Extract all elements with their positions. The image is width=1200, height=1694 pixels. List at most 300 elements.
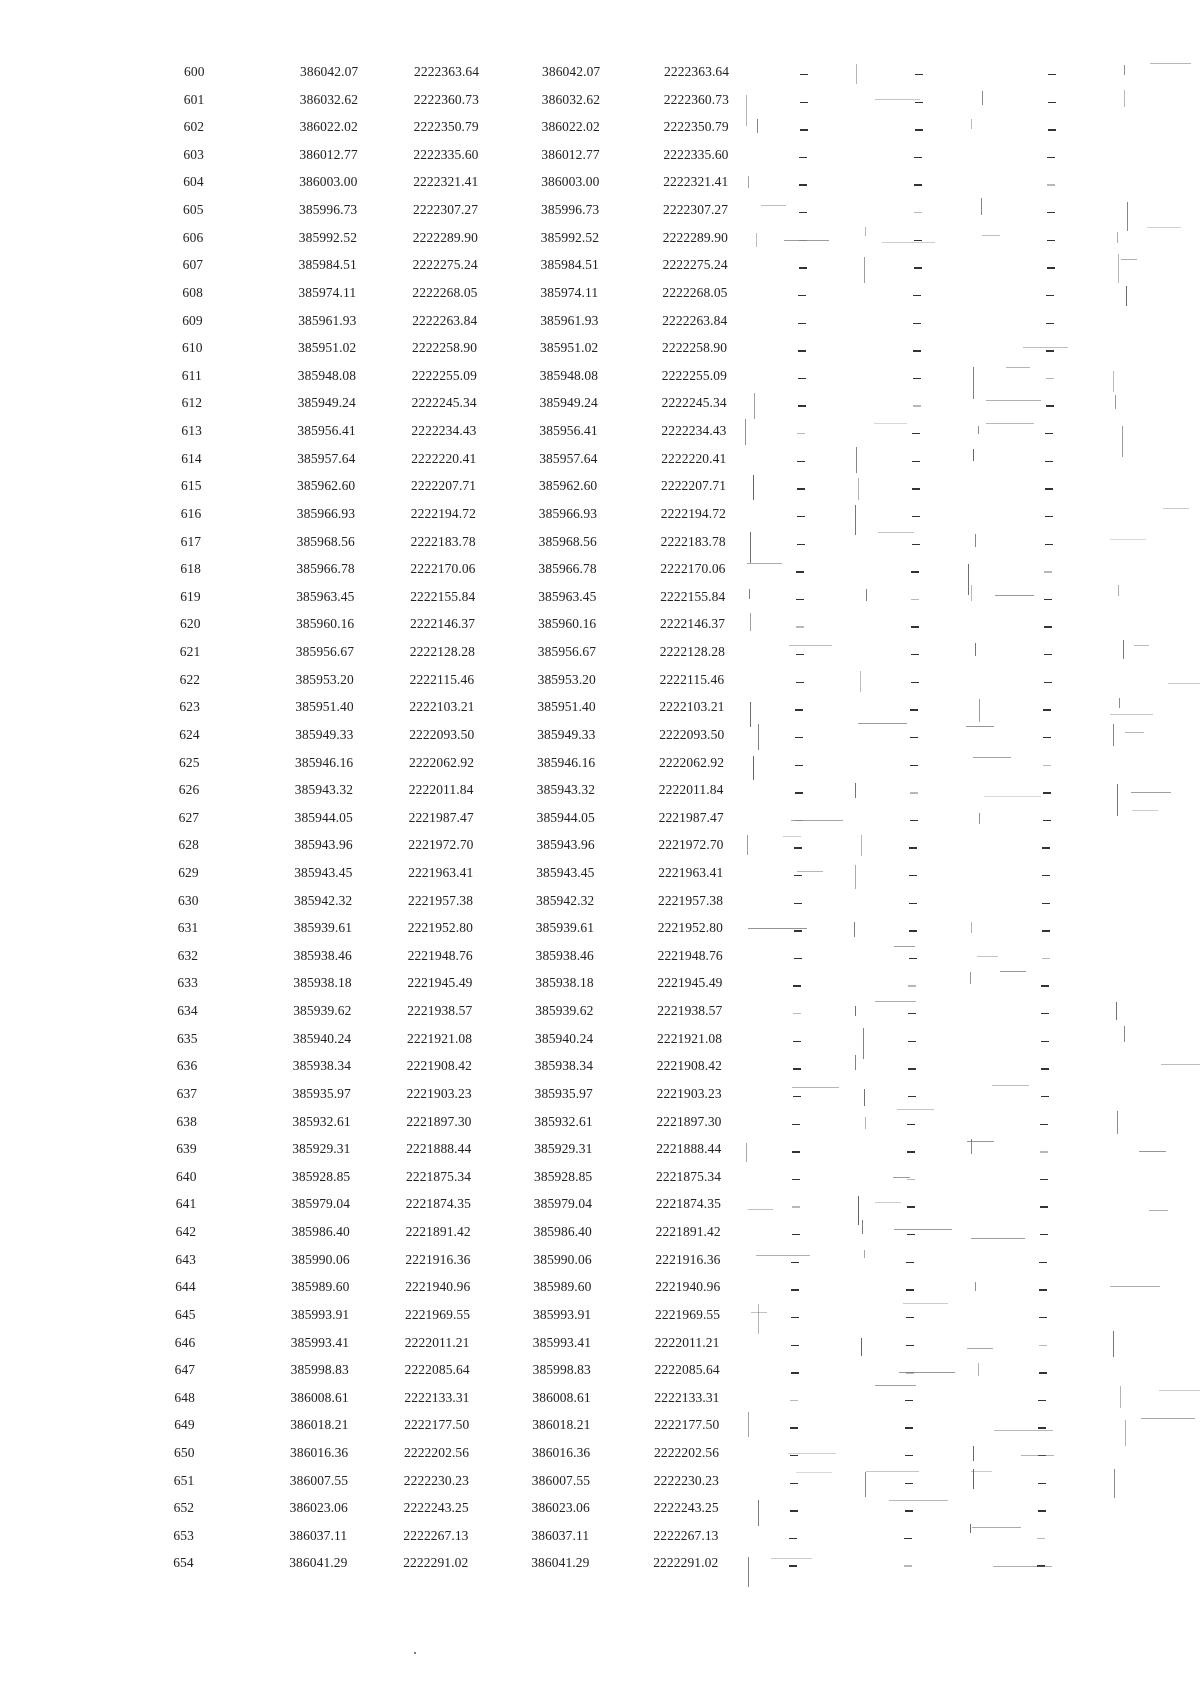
x-coordinate-repeat: 385966.93 [538, 505, 598, 521]
dash-mark [1041, 1096, 1049, 1097]
dash-mark [908, 1041, 916, 1042]
dash-mark [798, 378, 806, 379]
x-coordinate: 385960.16 [296, 616, 355, 632]
table-row [0, 1163, 1200, 1190]
y-coordinate: 2222062.92 [409, 754, 475, 770]
point-number: 638 [176, 1113, 197, 1129]
table-row [0, 831, 1200, 858]
dash-mark [910, 792, 918, 793]
y-coordinate-repeat: 2221972.70 [658, 837, 724, 853]
dash-mark [1047, 157, 1055, 158]
point-number: 640 [176, 1168, 197, 1184]
y-coordinate: 2222230.23 [403, 1472, 469, 1488]
scan-line-fragment [1139, 1151, 1166, 1152]
table-row [0, 693, 1200, 720]
point-number: 626 [178, 782, 200, 798]
scan-line-fragment [970, 972, 971, 984]
dash-mark [1045, 488, 1053, 489]
y-coordinate-repeat: 2222093.50 [659, 726, 725, 742]
x-coordinate: 386042.07 [300, 64, 359, 79]
x-coordinate-repeat: 385948.08 [539, 367, 599, 383]
table-row [0, 417, 1200, 444]
dash-mark [790, 1427, 798, 1428]
x-coordinate-repeat: 385938.46 [535, 947, 594, 963]
dash-mark [1038, 1510, 1046, 1511]
scan-line-fragment [748, 1412, 749, 1436]
scan-line-fragment [855, 783, 856, 798]
x-coordinate-repeat: 385993.91 [533, 1306, 592, 1322]
scan-line-fragment [748, 928, 807, 929]
scan-line-fragment [792, 1087, 839, 1088]
dash-mark [1045, 516, 1053, 517]
dash-mark [904, 1538, 912, 1539]
dash-mark [1039, 1372, 1047, 1373]
y-coordinate: 2221921.08 [407, 1030, 473, 1046]
scan-line-fragment [986, 423, 1034, 424]
dash-mark [790, 1400, 798, 1401]
scan-line-fragment [1114, 1469, 1115, 1498]
scan-line-fragment [1163, 508, 1189, 509]
scan-line-fragment [971, 119, 972, 129]
x-coordinate-repeat: 385979.04 [533, 1196, 593, 1212]
y-coordinate: 2222177.50 [404, 1417, 470, 1433]
table-row [0, 500, 1200, 527]
table-row [0, 1411, 1200, 1438]
point-number: 647 [174, 1362, 196, 1378]
x-coordinate: 385979.04 [291, 1196, 351, 1212]
dash-mark [797, 488, 805, 489]
y-coordinate: 2221903.23 [406, 1085, 472, 1101]
point-number: 646 [174, 1334, 196, 1350]
y-coordinate-repeat: 2222085.64 [654, 1362, 720, 1378]
dash-mark [1048, 102, 1056, 103]
scan-line-fragment [972, 1527, 1022, 1528]
y-coordinate-repeat: 2221940.96 [655, 1279, 721, 1295]
dash-mark [909, 958, 917, 959]
scan-line-fragment [856, 64, 857, 84]
x-coordinate-repeat: 385989.60 [533, 1279, 592, 1295]
dash-mark [1046, 350, 1054, 351]
x-coordinate: 386022.02 [299, 119, 358, 135]
dash-mark [795, 765, 803, 766]
dash-mark [914, 267, 922, 268]
dash-mark [911, 654, 919, 655]
x-coordinate: 385942.32 [294, 892, 353, 908]
dash-mark [910, 820, 918, 821]
point-number: 603 [183, 146, 204, 162]
dash-mark [797, 516, 805, 517]
table-row [0, 776, 1200, 803]
scan-line-fragment [858, 723, 907, 724]
dash-mark [912, 544, 920, 545]
dash-mark [1044, 682, 1052, 683]
scan-line-fragment [982, 91, 983, 105]
point-number: 616 [180, 505, 202, 521]
y-coordinate-repeat: 2222321.41 [663, 174, 729, 190]
dash-mark [1042, 903, 1050, 904]
scan-line-fragment [1119, 698, 1120, 708]
scan-line-fragment [783, 836, 801, 837]
scan-line-fragment [748, 1557, 749, 1587]
y-coordinate-repeat: 2221888.44 [656, 1141, 722, 1157]
dash-mark [1044, 571, 1052, 572]
x-coordinate: 385968.56 [296, 533, 355, 549]
y-coordinate: 2222183.78 [410, 533, 476, 549]
scan-line-fragment [758, 724, 759, 749]
dash-mark [1041, 1041, 1049, 1042]
y-coordinate: 2222115.46 [409, 671, 475, 687]
x-coordinate: 385986.40 [291, 1224, 350, 1240]
x-coordinate-repeat: 385998.83 [532, 1362, 591, 1378]
table-row [0, 1329, 1200, 1356]
dash-mark [797, 433, 805, 434]
dash-mark [798, 295, 806, 296]
dash-mark [792, 1206, 800, 1207]
scan-line-fragment [897, 1109, 933, 1110]
dash-mark [798, 323, 806, 324]
y-coordinate: 2222275.24 [412, 257, 478, 273]
table-row [0, 997, 1200, 1024]
y-coordinate: 2222093.50 [409, 726, 475, 742]
dash-mark [909, 930, 917, 931]
point-number: 650 [174, 1445, 195, 1460]
x-coordinate-repeat: 385938.18 [535, 975, 594, 991]
dash-mark [908, 1068, 916, 1069]
x-coordinate: 385953.20 [295, 671, 354, 687]
y-coordinate: 2222170.06 [410, 561, 476, 577]
y-coordinate: 2222202.56 [404, 1445, 470, 1460]
table-row [0, 307, 1200, 334]
point-number: 643 [175, 1251, 196, 1267]
y-coordinate: 2222243.25 [403, 1500, 469, 1516]
x-coordinate-repeat: 385962.60 [539, 478, 598, 494]
table-row [0, 1025, 1200, 1052]
y-coordinate: 2222291.02 [403, 1555, 469, 1571]
y-coordinate-repeat: 2222275.24 [662, 257, 728, 273]
dash-mark [795, 737, 803, 738]
scan-line-fragment [860, 671, 861, 692]
dash-mark [907, 1234, 915, 1235]
scan-line-fragment [865, 1117, 866, 1129]
dash-mark [792, 1179, 800, 1180]
point-number: 607 [182, 257, 204, 273]
scan-line-fragment [1121, 259, 1137, 260]
x-coordinate-repeat: 385986.40 [533, 1224, 592, 1240]
dash-mark [796, 571, 804, 572]
point-number: 637 [176, 1085, 198, 1101]
dash-mark [914, 157, 922, 158]
y-coordinate-repeat: 2221903.23 [656, 1085, 722, 1101]
dash-mark [1047, 267, 1055, 268]
dash-mark [1046, 323, 1054, 324]
x-coordinate: 385956.41 [297, 423, 356, 439]
point-number: 604 [183, 174, 204, 190]
scan-line-fragment [968, 564, 969, 596]
dash-mark [913, 405, 921, 406]
y-coordinate-repeat: 2222245.34 [661, 395, 727, 411]
scan-line-fragment [978, 1363, 979, 1376]
scan-line-fragment [856, 447, 857, 472]
dash-mark [794, 847, 802, 848]
y-coordinate: 2222263.84 [412, 312, 478, 328]
scan-line-fragment [861, 835, 862, 855]
dash-mark [1038, 1483, 1046, 1484]
x-coordinate-repeat: 385992.52 [540, 229, 600, 245]
scan-line-fragment [750, 613, 751, 631]
y-coordinate: 2222321.41 [413, 174, 479, 190]
dash-mark [906, 1262, 914, 1263]
y-coordinate: 2221897.30 [406, 1113, 472, 1129]
scan-line-fragment [1118, 585, 1119, 596]
dash-mark [1048, 129, 1056, 130]
dash-mark [1038, 1400, 1046, 1401]
dash-mark [796, 682, 804, 683]
table-row [0, 86, 1200, 113]
y-coordinate-repeat: 2222243.25 [653, 1500, 719, 1516]
scan-line-fragment [875, 1385, 916, 1386]
y-coordinate-repeat: 2222234.43 [661, 423, 727, 439]
point-number: 641 [175, 1196, 197, 1212]
scan-line-fragment [893, 1177, 911, 1178]
scan-line-fragment [747, 563, 781, 564]
dash-mark [1039, 1345, 1047, 1346]
scan-line-fragment [858, 478, 859, 500]
y-coordinate-repeat: 2221952.80 [657, 920, 723, 936]
scan-line-fragment [894, 1229, 952, 1230]
table-row [0, 583, 1200, 610]
y-coordinate: 2221945.49 [407, 975, 473, 991]
dash-mark [1044, 626, 1052, 627]
x-coordinate: 385951.02 [298, 340, 357, 356]
y-coordinate-repeat: 2221908.42 [656, 1058, 722, 1074]
y-coordinate-repeat: 2221987.47 [658, 809, 724, 825]
table-row [0, 638, 1200, 665]
dash-mark [1046, 295, 1054, 296]
scan-line-fragment [975, 643, 976, 656]
y-coordinate-repeat: 2222207.71 [661, 478, 727, 494]
x-coordinate: 385935.97 [292, 1085, 351, 1101]
dash-mark [1040, 1234, 1048, 1235]
point-number: 617 [180, 533, 202, 549]
dash-mark [1038, 1427, 1046, 1428]
dash-mark [909, 903, 917, 904]
scan-line-fragment [745, 419, 746, 445]
dash-mark [1046, 405, 1054, 406]
y-coordinate: 2222085.64 [404, 1362, 470, 1378]
x-coordinate: 385929.31 [292, 1141, 351, 1157]
y-coordinate: 2222255.09 [411, 367, 477, 383]
scan-line-fragment [971, 1471, 991, 1472]
table-row [0, 1273, 1200, 1300]
y-coordinate: 2221969.55 [405, 1306, 471, 1322]
scan-line-fragment [894, 946, 915, 947]
point-number: 625 [179, 754, 200, 770]
dash-mark [790, 1455, 798, 1456]
scan-line-fragment [1125, 732, 1144, 733]
dash-mark [1047, 184, 1055, 185]
dash-mark [800, 129, 808, 130]
y-coordinate-repeat: 2222267.13 [653, 1527, 719, 1543]
scan-line-fragment [796, 1472, 833, 1473]
y-coordinate: 2222268.05 [412, 284, 478, 300]
scan-line-fragment [757, 119, 758, 133]
y-coordinate: 2222011.84 [408, 782, 474, 798]
dash-mark [1040, 1124, 1048, 1125]
point-number: 628 [178, 837, 199, 853]
dash-mark [793, 1096, 801, 1097]
x-coordinate: 386041.29 [289, 1555, 348, 1571]
scan-line-fragment [982, 235, 1000, 236]
y-coordinate-repeat: 2222133.31 [654, 1389, 720, 1405]
scan-line-fragment [981, 198, 982, 215]
x-coordinate-repeat: 385943.45 [536, 864, 595, 880]
point-number: 639 [176, 1141, 197, 1157]
dash-mark [790, 1510, 798, 1511]
scan-line-fragment [973, 1446, 974, 1461]
dash-mark [1037, 1538, 1045, 1539]
point-number: 634 [177, 1003, 198, 1019]
dash-mark [911, 626, 919, 627]
x-coordinate: 385989.60 [291, 1279, 350, 1295]
x-coordinate: 385956.67 [295, 644, 355, 660]
table-row [0, 168, 1200, 195]
y-coordinate: 2222245.34 [411, 395, 477, 411]
x-coordinate-repeat: 386023.06 [531, 1500, 590, 1516]
table-row [0, 362, 1200, 389]
x-coordinate: 385943.32 [294, 782, 354, 798]
table-row [0, 1301, 1200, 1328]
y-coordinate-repeat: 2222255.09 [661, 367, 727, 383]
dash-mark [908, 1013, 916, 1014]
scan-line-fragment [1115, 395, 1116, 409]
dash-mark [913, 295, 921, 296]
point-number: 600 [184, 64, 205, 79]
point-number: 621 [179, 644, 201, 660]
scan-line-fragment [899, 1372, 955, 1373]
x-coordinate: 386003.00 [299, 174, 358, 190]
scan-line-fragment [1021, 1455, 1054, 1456]
scan-line-fragment [1000, 971, 1025, 972]
dash-mark [907, 1151, 915, 1152]
x-coordinate-repeat: 385943.96 [536, 837, 595, 853]
scan-line-fragment [967, 1141, 994, 1142]
dash-mark [910, 709, 918, 710]
point-number: 651 [173, 1472, 195, 1488]
x-coordinate: 385940.24 [293, 1030, 352, 1046]
y-coordinate-repeat: 2221963.41 [658, 864, 724, 880]
table-row [0, 334, 1200, 361]
y-coordinate-repeat: 2221948.76 [657, 947, 723, 963]
scan-line-fragment [1110, 539, 1146, 540]
y-coordinate: 2222363.64 [414, 64, 480, 79]
scan-line-fragment [750, 532, 751, 563]
scan-line-fragment [771, 1558, 812, 1559]
y-coordinate-repeat: 2222170.06 [660, 561, 726, 577]
x-coordinate: 385938.46 [293, 947, 352, 963]
table-row [0, 1246, 1200, 1273]
y-coordinate: 2221987.47 [408, 809, 474, 825]
dash-mark [1039, 1262, 1047, 1263]
point-number: 652 [173, 1500, 195, 1516]
y-coordinate-repeat: 2221874.35 [655, 1196, 721, 1212]
y-coordinate-repeat: 2221969.55 [655, 1306, 721, 1322]
dash-mark [791, 1317, 799, 1318]
y-coordinate: 2221916.36 [405, 1251, 471, 1267]
dash-mark [800, 74, 808, 75]
scan-line-fragment [882, 242, 935, 243]
y-coordinate-repeat: 2222155.84 [660, 588, 726, 604]
table-row [0, 1384, 1200, 1411]
dash-mark [790, 1483, 798, 1484]
x-coordinate-repeat: 385974.11 [540, 284, 599, 300]
scan-line-fragment [1132, 810, 1158, 811]
y-coordinate: 2222307.27 [413, 202, 479, 218]
y-coordinate: 2221948.76 [407, 947, 473, 963]
dash-mark [789, 1565, 797, 1566]
x-coordinate: 385993.41 [290, 1334, 350, 1350]
point-number: 654 [173, 1555, 194, 1571]
dash-mark [1043, 737, 1051, 738]
point-number: 632 [177, 947, 199, 963]
dash-mark [912, 433, 920, 434]
scan-line-fragment [864, 1250, 865, 1258]
table-row [0, 1439, 1200, 1466]
scan-line-fragment [1150, 63, 1190, 64]
x-coordinate: 385966.78 [296, 561, 355, 577]
scan-line-fragment [855, 1055, 856, 1070]
scan-line-fragment [966, 726, 994, 727]
dash-mark [910, 737, 918, 738]
scan-line-fragment [1116, 1002, 1117, 1020]
scan-line-fragment [746, 95, 747, 126]
scan-line-fragment [862, 1220, 863, 1234]
dash-mark [789, 1538, 797, 1539]
y-coordinate: 2222194.72 [410, 505, 476, 521]
dash-mark [912, 461, 920, 462]
dash-mark [793, 1068, 801, 1069]
table-row [0, 804, 1200, 831]
x-coordinate: 385949.24 [297, 395, 356, 411]
dash-mark [907, 1179, 915, 1180]
table-row [0, 1135, 1200, 1162]
table-row [0, 887, 1200, 914]
scan-line-fragment [797, 871, 823, 872]
dash-mark [1041, 1068, 1049, 1069]
dash-mark [909, 847, 917, 848]
y-coordinate: 2221891.42 [405, 1224, 471, 1240]
dash-mark [914, 240, 922, 241]
scan-line-fragment [971, 922, 972, 933]
table-row [0, 969, 1200, 996]
x-coordinate: 385948.08 [297, 367, 357, 383]
x-coordinate-repeat: 386022.02 [541, 119, 600, 135]
x-coordinate: 385984.51 [298, 257, 357, 273]
scan-line-fragment [761, 205, 786, 206]
x-coordinate-repeat: 385939.61 [535, 920, 595, 936]
dash-mark [793, 1013, 801, 1014]
table-row [0, 1467, 1200, 1494]
y-coordinate: 2222207.71 [411, 478, 477, 494]
scan-line-fragment [993, 1566, 1052, 1567]
dash-mark [794, 958, 802, 959]
x-coordinate: 386012.77 [299, 146, 358, 162]
scan-line-fragment [875, 99, 920, 100]
scan-line-fragment [855, 1006, 856, 1016]
x-coordinate: 385998.83 [290, 1362, 349, 1378]
table-row [0, 472, 1200, 499]
dash-mark [911, 571, 919, 572]
table-row [0, 251, 1200, 278]
